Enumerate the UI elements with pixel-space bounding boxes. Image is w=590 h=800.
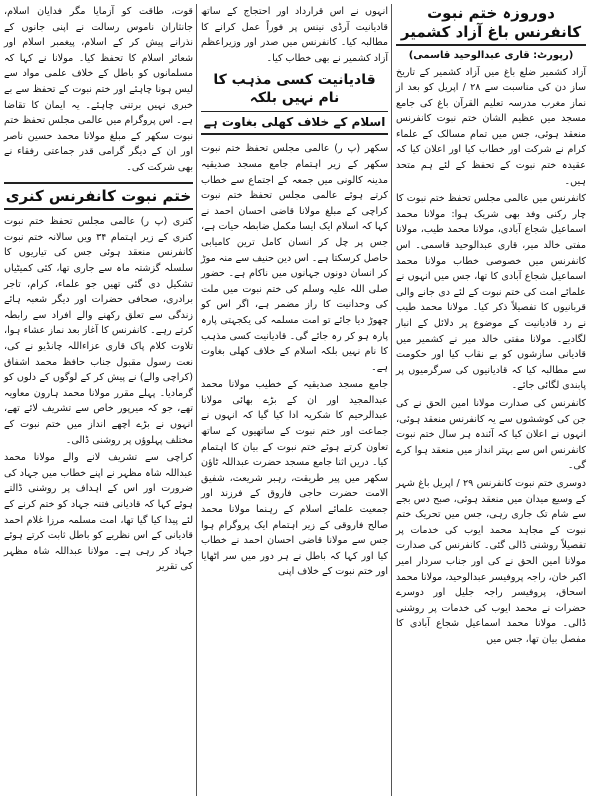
headline-bagh-conference: دوروزہ ختم نبوت کانفرنس باغ آزاد کشمیر (396, 4, 586, 46)
report-byline: (رپورٹ: قاری عبدالوحید قاسمی) (408, 49, 574, 61)
article-paragraph: کانفرنس میں عالمی مجلس تحفظ ختم نبوت کا چار رکنی وفد بھی شریک ہوا: مولانا محمد اسماعیل شجاع آبادی، مولانا محمد طیب، مولانا مفتی خالد میر، قاری عبدالوحید قاسمی۔ اس کانفرنس میں خصوصی خطاب مولانا محمد اسماعیل شجاع آبادی کا تھا، جس میں انہوں نے علمائے امت کی ختم نبوت کے لئے دی جانے والی قربانیوں کا تفصیلاً ذکر کیا۔ مولانا محمد طیب نے رد قادیانیت کے موضوع پر دلائل کے انبار لگادیے۔ مولانا مفتی خالد میر نے کشمیر میں قادیانی سازشوں کو بے نقاب کیا اور حکومت سے مطالبہ کیا کہ قادیانیوں کی سرگرمیوں پر پابندی لگائی جائے۔ (396, 193, 586, 392)
article-continuation: قوت، طاقت کو آزمایا مگر فدایان اسلام، جانثاران ناموس رسالت نے اپنی جانوں کے نذرانے پیش کر کے اسلام، پیغمبر اسلام اور شعائر اسلام کا تحفظ کیا۔ مولانا نے کہا کہ مسلمانوں کو باطل کے خلاف علمی مواد سے لیس ہونا چاہئے اور ختم نبوت کے تحفظ سے بے خبری نہیں برتنی چاہئے۔ یہ ایمان کا تقاضا ہے۔ اس پروگرام میں عالمی مجلس تحفظ ختم نبوت سکھر کے مبلغ مولانا محمد حسین ناصر اور ان کے دیگر گرامی قدر جماعتی رفقاء نے بھی شرکت کی۔ (4, 6, 193, 173)
article-paragraph: کراچی سے تشریف لانے والے مولانا محمد عبداللہ شاہ مظہر نے اپنے خطاب میں جہاد کی ضرورت اور اس کے اہداف پر روشنی ڈالتے ہوئے کہا کہ قادیانی فتنہ جہاد کو ختم کرنے کے لئے پیدا کیا گیا تھا، امت مسلمہ مرزا غلام احمد قادیانی کے اس نظریے کو باطل ثابت کرتے ہوئے جہاد کر رہی ہے۔ مولانا عبداللہ شاہ مظہر کی تقریر (4, 452, 193, 573)
left-column (0, 0, 197, 800)
article-paragraph: آزاد کشمیر ضلع باغ میں آزاد کشمیر کے تاریخ ساز دن کی مناسبت سے ۲۸ / اپریل کو بعد از نماز مغرب مدرسہ تعلیم القرآن باغ کی جامع مسجد میں عظیم الشان ختم نبوت کانفرنس منعقد ہوئی، جس میں تمام مسالک کے علماء کرام نے شرکت اور خطاب کیا اور اعلان کیا کہ عقیدہ ختم نبوت کے تحفظ کے لئے ہم متحد ہیں۔ (396, 66, 586, 187)
headline-qadianiyat: قادیانیت کسی مذہب کا نام نہیں بلکہ (213, 72, 376, 106)
article-paragraph: کنری (پ ر) عالمی مجلس تحفظ ختم نبوت کنری کے زیر اہتمام ۳۴ ویں سالانہ ختم نبوت کانفرنس منعقد ہوئی جس کی تیاریوں کا سلسلہ گزشتہ ماہ سے جاری تھا، کئی کمیٹیاں تشکیل دی گئی تھیں جو علماء، کرام، تاجر برادری، صحافی حضرات اور دیگر شعبہ ہائے زندگی سے تعلق رکھنے والے افراد سے رابطہ کرتے رہے۔ کانفرنس کا آغاز بعد نماز عشاء ہوا، تلاوت کلام پاک قاری عزاءاللہ چانڈیو نے کی، نعت رسول مقبول جناب حافظ محمد اشفاق (کراچی والے) نے پیش کر کے لوگوں کے دلوں کو گرمادیا۔ پہلے مقرر مولانا محمد ہارون معاویہ تھے، جو کہ میرپور خاص سے تشریف لائے تھے، انہوں نے بڑے اچھے انداز میں ختم نبوت کے مختلف پہلوؤں پر روشنی ڈالی۔ (4, 216, 194, 446)
article-paragraph: کانفرنس کی صدارت مولانا امین الحق نے کی جن کی کوششوں سے یہ کانفرنس منعقد ہوئی، انہوں نے اعلان کیا کہ آئندہ ہر سال ختم نبوت کانفرنس اس سے بہتر انداز میں منعقد ہوا کرے گی۔ (396, 397, 586, 472)
article-paragraph: جامع مسجد صدیقیہ کے خطیب مولانا محمد عبدالمجید اور ان کے بڑے بھائی مولانا عبدالرحیم کا شکریہ ادا کیا گیا کہ انہوں نے جماعت اور ختم نبوت کے ساتھیوں کے ساتھ تعاون کرتے ہوئے ختم نبوت کے بیان کا اہتمام کیا۔ دریں اثنا جامع مسجد حضرت عبداللہ ٹاؤن سکھر میں پیر طریقت، رہبر شریعت، شفیق الامت حضرت حاجی فاروق کے فرزند اور جمعیت علمائے اسلام کے رہنما مولانا محمد صالح فاروقی کے زیر اہتمام ایک پروگرام ہوا جس سے مولانا قاضی احسان احمد نے خطاب کیا اور کہا کہ باطل نے ہر دور میں سر اٹھایا اور ختم نبوت کے خلاف اپنی (201, 379, 388, 578)
article-paragraph: سکھر (پ ر) عالمی مجلس تحفظ ختم نبوت سکھر کے زیر اہتمام جامع مسجد صدیقیہ مدینہ کالونی میں جمعہ کے اجتماع سے خطاب کرتے ہوئے عالمی مجلس تحفظ ختم نبوت کراچی کے مبلغ مولانا قاضی احسان احمد نے کہا کہ اسلام ایک ایسا مکمل ضابطہ حیات ہے، جس پر چل کر انسان کامل ترین کامیابی حاصل کرسکتا ہے۔ اس دین حنیف سے منہ موڑ کر انسان دونوں جہانوں میں ناکام ہے۔ حضور صلی اللہ علیہ وسلم کی ختم نبوت میں ملت کی وحدانیت کا راز مضمر ہے، اگر اس کو چھوڑ دیا جائے تو امت مسلمہ کی یکجہتی پارہ پارہ ہو کر رہ جائے گی۔ قادیانیت کسی مذہب کا نام نہیں بلکہ اسلام کے خلاف کھلی بغاوت ہے۔ (201, 143, 388, 373)
article-paragraph: دوسری ختم نبوت کانفرنس ۲۹ / اپریل باغ شہر کے وسیع میدان میں منعقد ہوئی، صبح دس بجے سے شام تک جاری رہی، جس میں تحریک ختم نبوت کے مجاہد محمد ایوب کی خدمات پر تفصیلاً روشنی ڈالی گئی۔ کانفرنس کی صدارت مولانا امین الحق نے کی اور جناب سردار امیر اکبر خان، راجہ پروفیسر عبدالوحید، مولانا محمد اسحاق، پروفیسر راجہ جلیل اور دوسرے حضرات نے محمد ایوب کی خدمات پر روشنی ڈالی۔ مولانا محمد اسماعیل شجاع آبادی کا مفصل بیان تھا، جس میں (396, 477, 586, 645)
right-column (392, 0, 590, 800)
subheadline-rebellion: اسلام کے خلاف کھلی بغاوت ہے (201, 111, 388, 135)
article-continuation: انہوں نے اس قرارداد اور احتجاج کے ساتھ قادیانیت آرڈی نینس پر فوراً عمل کرانے کا مطالبہ کیا۔ کانفرنس میں صدر اور وزیراعظم آزاد کشمیر نے بھی خطاب کیا۔ (201, 6, 388, 64)
middle-column (197, 0, 392, 800)
headline-kunri-conference: ختم نبوت کانفرنس کنری (4, 182, 193, 211)
